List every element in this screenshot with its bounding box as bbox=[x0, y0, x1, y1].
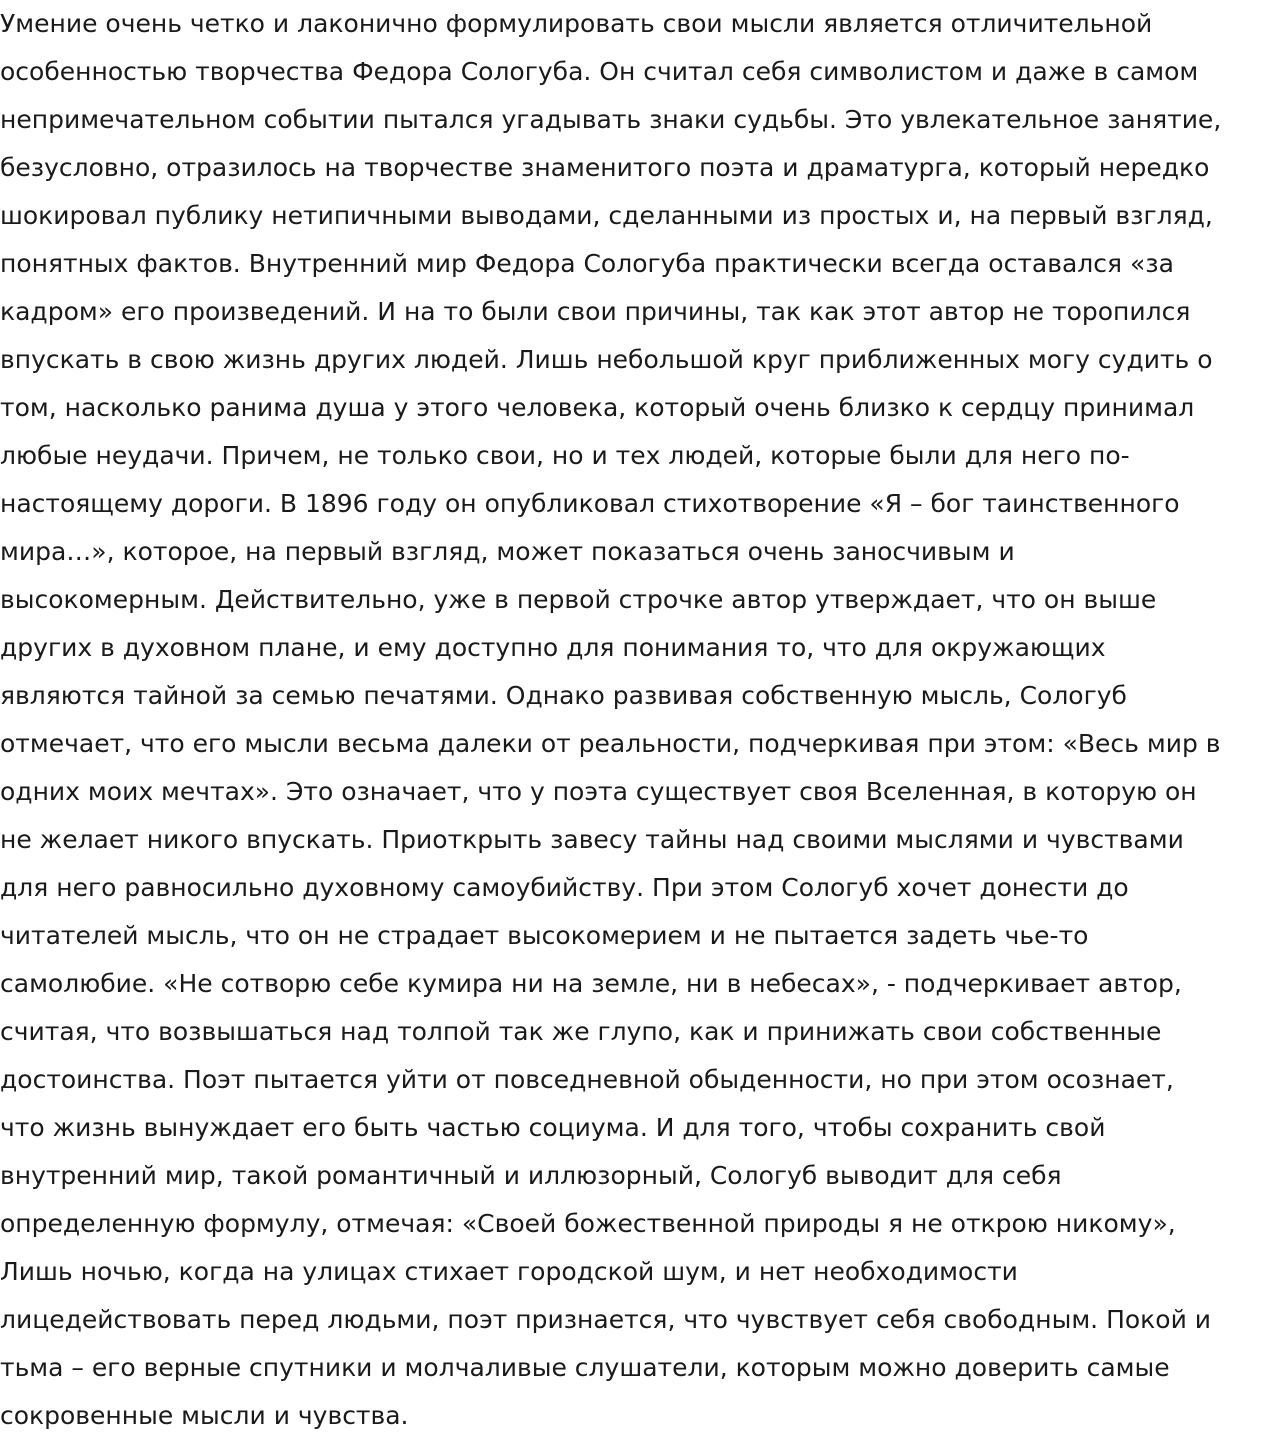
text-line: любые неудачи. Причем, не только свои, но и тех людей, которые были для него по- bbox=[0, 441, 1130, 470]
text-line: непримечательном событии пытался угадывать знаки судьбы. Это увлекательное занятие, bbox=[0, 105, 1222, 134]
text-line: тьма – его верные спутники и молчаливые слушатели, которым можно доверить самые bbox=[0, 1353, 1170, 1382]
text-line: одних моих мечтах». Это означает, что у поэта существует своя Вселенная, в которую он bbox=[0, 777, 1197, 806]
text-line: других в духовном плане, и ему доступно для понимания то, что для окружающих bbox=[0, 633, 1106, 662]
text-line: настоящему дороги. В 1896 году он опубликовал стихотворение «Я – бог таинственного bbox=[0, 489, 1180, 518]
text-line: особенностью творчества Федора Сологуба. Он считал себя символистом и даже в самом bbox=[0, 57, 1199, 86]
text-line: безусловно, отразилось на творчестве знаменитого поэта и драматурга, который нередко bbox=[0, 153, 1210, 182]
text-line: мира…», которое, на первый взгляд, может показаться очень заносчивым и bbox=[0, 537, 1015, 566]
text-line: сокровенные мысли и чувства. bbox=[0, 1401, 409, 1430]
text-line: определенную формулу, отмечая: «Своей божественной природы я не открою никому», bbox=[0, 1209, 1176, 1238]
text-line: лицедействовать перед людьми, поэт признается, что чувствует себя свободным. Покой и bbox=[0, 1305, 1212, 1334]
text-line: читателей мысль, что он не страдает высокомерием и не пытается задеть чье-то bbox=[0, 921, 1089, 950]
text-line: понятных фактов. Внутренний мир Федора Сологуба практически всегда оставался «за bbox=[0, 249, 1174, 278]
text-line: Лишь ночью, когда на улицах стихает городской шум, и нет необходимости bbox=[0, 1257, 1018, 1286]
text-line: самолюбие. «Не сотворю себе кумира ни на земле, ни в небесах», - подчеркивает автор, bbox=[0, 969, 1182, 998]
text-line: Умение очень четко и лаконично формулировать свои мысли является отличительной bbox=[0, 9, 1153, 38]
text-line: впускать в свою жизнь других людей. Лишь небольшой круг приближенных могу судить о bbox=[0, 345, 1213, 374]
text-line: не желает никого впускать. Приоткрыть завесу тайны над своими мыслями и чувствами bbox=[0, 825, 1184, 854]
text-line: кадром» его произведений. И на то были свои причины, так как этот автор не торопился bbox=[0, 297, 1191, 326]
text-line: отмечает, что его мысли весьма далеки от реальности, подчеркивая при этом: «Весь мир в bbox=[0, 729, 1221, 758]
text-line: что жизнь вынуждает его быть частью социума. И для того, чтобы сохранить свой bbox=[0, 1113, 1106, 1142]
text-line: являются тайной за семью печатями. Однако развивая собственную мысль, Сологуб bbox=[0, 681, 1127, 710]
text-line: том, насколько ранима душа у этого человека, который очень близко к сердцу принимал bbox=[0, 393, 1195, 422]
text-line: считая, что возвышаться над толпой так же глупо, как и принижать свои собственные bbox=[0, 1017, 1162, 1046]
text-line: для него равносильно духовному самоубийству. При этом Сологуб хочет донести до bbox=[0, 873, 1129, 902]
text-line: шокировал публику нетипичными выводами, сделанными из простых и, на первый взгляд, bbox=[0, 201, 1213, 230]
text-line: высокомерным. Действительно, уже в первой строчке автор утверждает, что он выше bbox=[0, 585, 1157, 614]
text-line: достоинства. Поэт пытается уйти от повседневной обыденности, но при этом осознает, bbox=[0, 1065, 1174, 1094]
text-line: внутренний мир, такой романтичный и иллюзорный, Сологуб выводит для себя bbox=[0, 1161, 1062, 1190]
